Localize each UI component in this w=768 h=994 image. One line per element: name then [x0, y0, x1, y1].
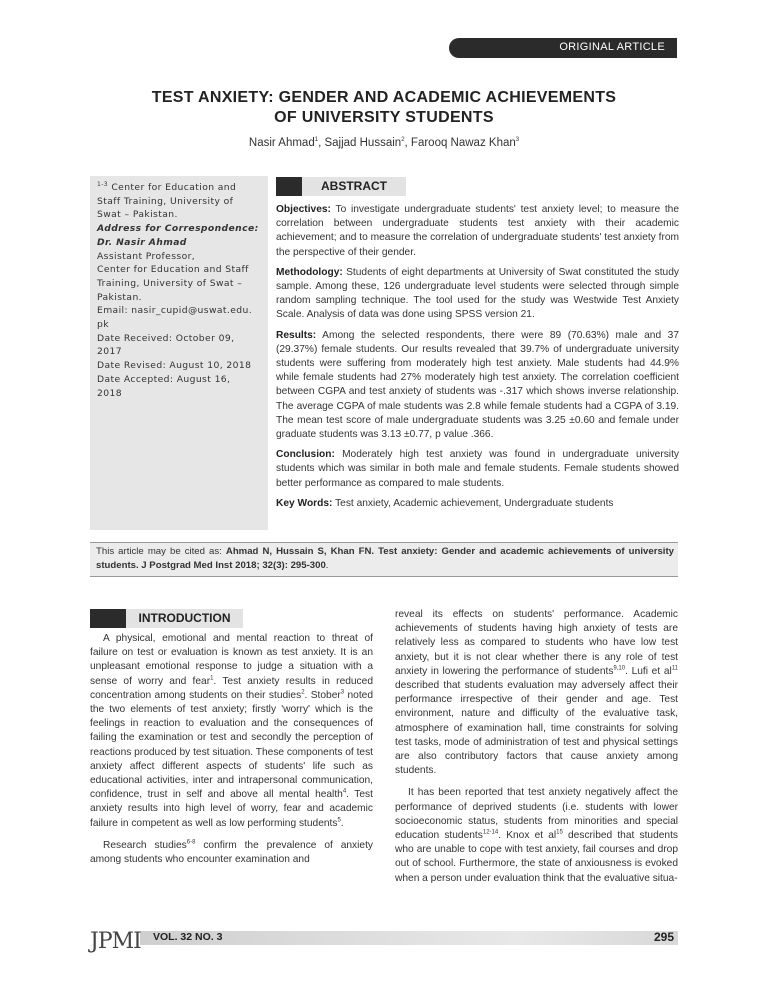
- author-list: [60, 137, 708, 149]
- affiliation-line: Swat – Pakistan.: [97, 209, 178, 221]
- intro-paragraph: reveal its effects on students' performance. Academic achievements of students having high anxiety of tests are relatively less as compared to students who have low test anxiety, but it is not clear whether there is any role of test anxiety in lowering the performance of students$^{9,10}$. Lufi et $al^{11}$ described that students evaluation may adversely affect their performance irrespective of their gender and age. Test environment, nature and difficulty of the evaluative task, atmosphere of examination hall, time constraints for solving test tasks, mode of administration of test and physical settings are also contributory factors that cause anxiety among students.: [395, 609, 678, 777]
- author-name: Nasir Ahmad: [248, 137, 315, 149]
- citation-sup: 2: [301, 689, 305, 696]
- conclusion-heading: Conclusion:: [276, 449, 335, 461]
- affiliation-line: Staff Training, University of: [97, 195, 234, 207]
- article-type-label: ORIGINAL ARTICLE: [559, 41, 665, 53]
- abstract-objectives: [276, 203, 679, 260]
- abstract-conclusion: [276, 448, 679, 491]
- affiliation-line: [97, 181, 265, 195]
- affiliation-text: Center for Education and: [108, 182, 237, 193]
- article-type-banner: [449, 38, 677, 58]
- author-affiliation-sup: 2: [401, 137, 405, 144]
- date-accepted: 2018: [97, 387, 122, 399]
- date-received: 2017: [97, 346, 122, 358]
- citation-prefix: This article may be cited as:: [96, 546, 226, 557]
- citation-sup: 6-8: [186, 839, 196, 846]
- article-title-line-1: TEST ANXIETY: GENDER AND ACADEMIC ACHIEVEMENTS: [151, 89, 617, 106]
- abstract-heading: ABSTRACT: [321, 179, 387, 193]
- author-name: Sajjad Hussain: [324, 137, 402, 149]
- citation-sup: 15: [556, 829, 563, 836]
- abstract-results: [276, 329, 679, 443]
- objectives-heading: Objectives:: [276, 204, 331, 215]
- citation-end: .: [325, 560, 329, 571]
- affiliation-sup: 1-3: [97, 180, 108, 188]
- methodology-text: Students of eight departments at University of Swat constituted the study sample. Among these, 126 undergraduate level students were selected through simple random sampling technique. The tool used for the study was Westwide Test Anxiety Scale. Analysis of data was done using SPSS version 21.: [276, 266, 679, 321]
- citation-sup: 3: [340, 689, 345, 696]
- author-affiliation-sup: 1: [314, 137, 319, 144]
- intro-paragraph: Research studies$^{6-8}$ confirm the prevalence of anxiety among students who encounter examination and: [90, 839, 373, 866]
- body-column-right: [395, 608, 678, 894]
- journal-logo: JPMI: [90, 929, 141, 954]
- correspondence-line: Center for Education and Staff: [97, 264, 249, 276]
- corresponding-author: Dr. Nasir Ahmad: [97, 236, 187, 248]
- date-revised: Date Revised: August 10, 2018: [97, 360, 252, 372]
- article-title-line-2: OF UNIVERSITY STUDENTS: [274, 109, 494, 126]
- citation-sup: 11: [671, 665, 678, 672]
- citation-text: [96, 545, 674, 573]
- correspondence-line: Assistant Professor,: [97, 250, 196, 262]
- intro-paragraph: It has been reported that test anxiety negatively affect the performance of deprived students (i.e. students with lower socioeconomic status, students from minorities and special education students$^{12-14}$. Knox et $al^{15}$ described that students who are unable to cope with test anxiety, fail courses and drop out of school. Furthermore, the state of anxiousness is evoked when a person under evaluation think that the evaluative situa-: [395, 787, 679, 884]
- conclusion-text: Moderately high test anxiety was found in undergraduate university students which was similar in both male and female students. Female students showed better performance as compared to male students.: [276, 449, 679, 489]
- correspondence-line: Training, University of Swat –: [97, 277, 243, 289]
- citation-reference: Ahmad N, Hussain S, Khan FN. Test anxiety: Gender and academic achievements of university students. J Postgrad Med Inst 2018; 32(3): 295-300: [96, 546, 674, 571]
- body-column-left: [90, 632, 373, 875]
- introduction-heading: INTRODUCTION: [138, 611, 231, 625]
- intro-paragraph: A physical, emotional and mental reaction to threat of failure on test or evaluation is known as test anxiety. It is an unpleasant emotional response to judge a situation with a sense of worry and fear$^1$. Test anxiety results in reduced concentration among students on their studies$^2$. Stober$^3$ noted the two elements of test anxiety; firstly 'worry' which is the feelings in reaction to evaluation and the consequences of failing the examination or test and secondly the perception of reactions produced by test situation. These components of test anxiety affect different aspects of students' life such as educational activities, inter and intrapersonal communication, confidence, trust in self and above all mental health$^4$. Test anxiety results into high level of worry, fear and academic failure in competent as well as low performing students$^5$.: [90, 633, 373, 829]
- correspondence-line: Pakistan.: [97, 291, 142, 303]
- author-separator: ,: [404, 137, 411, 149]
- article-title: [60, 88, 708, 128]
- abstract-body: [276, 203, 679, 517]
- correspondence-text: [97, 181, 265, 400]
- keywords-heading: Key Words:: [276, 497, 333, 509]
- citation-sup: 12-14: [482, 829, 499, 836]
- keywords-text: Test anxiety, Academic achievement, Undergraduate students: [332, 497, 614, 509]
- results-heading: Results:: [276, 329, 317, 341]
- page-number: 295: [654, 930, 675, 944]
- date-accepted: Date Accepted: August 16,: [97, 373, 231, 385]
- objectives-text: To investigate undergraduate students' test anxiety level; to measure the correlation between undergraduate students test anxiety with their academic achievement; and to measure the correlation of undergraduate students' test anxiety from the perspective of their gender.: [276, 204, 679, 258]
- citation-sup: 5: [337, 817, 341, 824]
- citation-sup: 1: [210, 675, 214, 682]
- abstract-methodology: [276, 266, 679, 323]
- date-received: Date Received: October 09,: [97, 332, 235, 344]
- citation-sup: 4: [342, 788, 347, 795]
- email-line: pk: [97, 319, 109, 331]
- methodology-heading: Methodology:: [276, 266, 343, 278]
- abstract-keywords: [276, 497, 679, 511]
- citation-sup: 9,10: [613, 665, 626, 672]
- results-text: Among the selected respondents, there were 89 (70.63%) male and 37 (29.37%) female students. Our results revealed that 39.7% of undergraduate university students were suffering from moderately high test anxiety. Male students had 44.9% while female students had 27% moderately high test anxiety. The correlation coefficient between CGPA and test anxiety of students was -.317 which shows inverse relationship. The average CGPA of male students was 2.8 while female students had a CGPA of 3.19. The mean test score of male undergraduate students was 3.25 ±0.60 and female under graduate students was 3.13 ±0.77, p value .366.: [276, 329, 679, 441]
- email-line: Email: nasir_cupid@uswat.edu.: [97, 305, 253, 317]
- volume-label: VOL. 32 NO. 3: [153, 931, 223, 943]
- author-separator: ,: [318, 137, 325, 149]
- correspondence-heading: Address for Correspondence:: [97, 223, 259, 235]
- author-name: Farooq Nawaz Khan: [410, 137, 516, 149]
- author-affiliation-sup: 3: [515, 137, 520, 144]
